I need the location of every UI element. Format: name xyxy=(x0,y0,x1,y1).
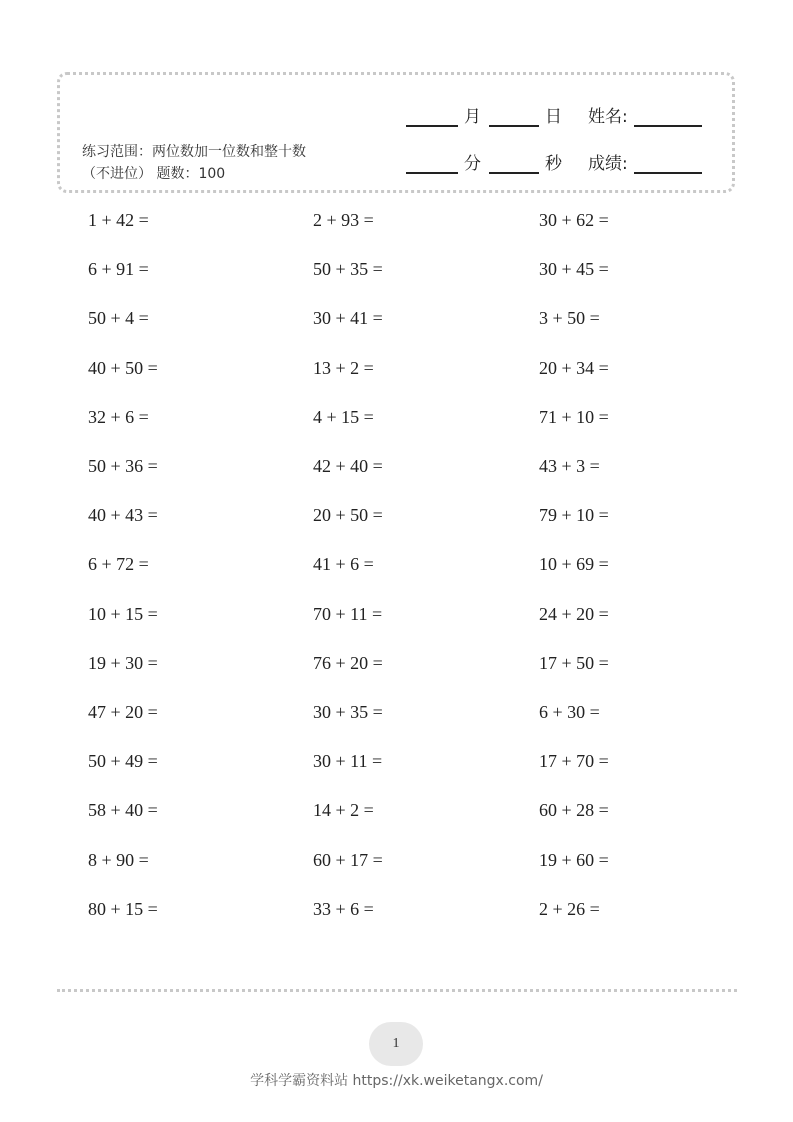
problem-item: 70 + 11 = xyxy=(313,603,383,624)
minute-label: 分 xyxy=(464,154,481,174)
second-blank[interactable] xyxy=(489,154,539,174)
date-name-row xyxy=(406,102,702,127)
problem-item: 1 + 42 = xyxy=(88,210,149,231)
page-number: 1 xyxy=(369,1022,423,1066)
name-label: 姓名: xyxy=(588,107,628,127)
month-label: 月 xyxy=(464,107,481,127)
problem-item: 40 + 50 = xyxy=(88,357,158,378)
score-blank[interactable] xyxy=(634,154,702,174)
problem-item: 6 + 91 = xyxy=(88,259,149,280)
problem-grid xyxy=(88,196,748,934)
problem-item: 3 + 50 = xyxy=(539,308,600,329)
problem-item: 50 + 49 = xyxy=(88,751,158,772)
second-label: 秒 xyxy=(545,154,562,174)
problem-item: 80 + 15 = xyxy=(88,898,158,919)
problem-item: 6 + 72 = xyxy=(88,554,149,575)
site-watermark: 学科学霸资料站 https://xk.weiketangx.com/ xyxy=(250,1073,543,1089)
minute-blank[interactable] xyxy=(406,154,458,174)
problem-item: 50 + 4 = xyxy=(88,308,149,329)
problem-item: 2 + 93 = xyxy=(313,210,374,231)
problem-item: 19 + 60 = xyxy=(539,849,609,870)
problem-item: 24 + 20 = xyxy=(539,603,609,624)
problem-item: 30 + 41 = xyxy=(313,308,383,329)
day-blank[interactable] xyxy=(489,107,539,127)
problem-item: 14 + 2 = xyxy=(313,800,374,821)
problem-item: 10 + 69 = xyxy=(539,554,609,575)
problem-item: 42 + 40 = xyxy=(313,456,383,477)
problem-item: 17 + 50 = xyxy=(539,652,609,673)
footer-divider xyxy=(57,989,737,992)
problem-item: 13 + 2 = xyxy=(313,357,374,378)
problem-item: 30 + 62 = xyxy=(539,210,609,231)
problem-item: 60 + 17 = xyxy=(313,849,383,870)
exercise-description: 练习范围：两位数加一位数和整十数（不进位） 题数：100 xyxy=(82,144,306,182)
problem-item: 50 + 36 = xyxy=(88,456,158,477)
problem-item: 6 + 30 = xyxy=(539,701,600,722)
problem-item: 4 + 15 = xyxy=(313,406,374,427)
name-blank[interactable] xyxy=(634,107,702,127)
day-label: 日 xyxy=(545,107,562,127)
problem-item: 40 + 43 = xyxy=(88,505,158,526)
problem-item: 17 + 70 = xyxy=(539,751,609,772)
problem-item: 20 + 34 = xyxy=(539,357,609,378)
month-blank[interactable] xyxy=(406,107,458,127)
worksheet-header xyxy=(57,72,735,193)
problem-item: 50 + 35 = xyxy=(313,259,383,280)
problem-item: 41 + 6 = xyxy=(313,554,374,575)
problem-item: 10 + 15 = xyxy=(88,603,158,624)
problem-item: 19 + 30 = xyxy=(88,652,158,673)
problem-item: 76 + 20 = xyxy=(313,652,383,673)
problem-item: 47 + 20 = xyxy=(88,701,158,722)
problem-item: 20 + 50 = xyxy=(313,505,383,526)
problem-item: 60 + 28 = xyxy=(539,800,609,821)
problem-item: 30 + 11 = xyxy=(313,751,383,772)
problem-item: 30 + 45 = xyxy=(539,259,609,280)
problem-item: 58 + 40 = xyxy=(88,800,158,821)
problem-item: 71 + 10 = xyxy=(539,406,609,427)
problem-item: 2 + 26 = xyxy=(539,898,600,919)
problem-item: 30 + 35 = xyxy=(313,701,383,722)
problem-item: 32 + 6 = xyxy=(88,406,149,427)
problem-item: 79 + 10 = xyxy=(539,505,609,526)
problem-item: 8 + 90 = xyxy=(88,849,149,870)
time-score-row xyxy=(406,149,702,174)
score-label: 成绩: xyxy=(588,154,628,174)
problem-item: 43 + 3 = xyxy=(539,456,600,477)
problem-item: 33 + 6 = xyxy=(313,898,374,919)
